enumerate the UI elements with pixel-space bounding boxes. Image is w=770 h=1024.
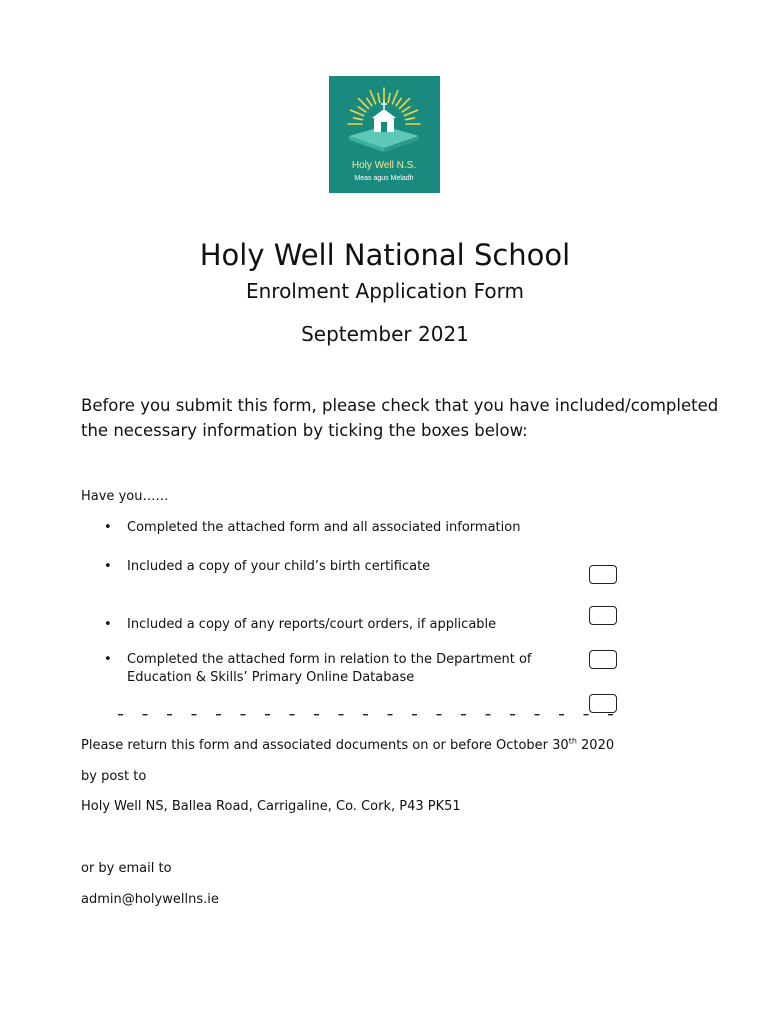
divider-dash xyxy=(241,714,246,715)
bullet-icon: • xyxy=(104,652,112,667)
school-logo xyxy=(329,76,440,193)
divider-dash xyxy=(192,714,197,715)
logo-motto: Meas agus Meladh xyxy=(354,175,414,182)
divider-dash xyxy=(461,714,466,715)
bullet-icon: • xyxy=(104,520,112,535)
checklist-item-birth-certificate: Included a copy of your child’s birth certificate xyxy=(127,559,431,574)
deadline-superscript: th xyxy=(568,736,577,746)
divider-dash xyxy=(559,714,564,715)
checklist-item-form: Completed the attached form and all associated information xyxy=(127,520,521,535)
divider-dash xyxy=(363,714,368,715)
divider-dash xyxy=(608,714,613,715)
school-crest-icon xyxy=(329,76,440,193)
divider-dash xyxy=(535,714,540,715)
deadline-text: Please return this form and associated documents on or before October 30 xyxy=(81,738,569,753)
checkbox-reports[interactable] xyxy=(589,650,617,669)
email-address: admin@holywellns.ie xyxy=(81,892,219,907)
divider-dash xyxy=(510,714,515,715)
checklist-item-pod: Completed the attached form in relation to the Department of Education & Skills’ Primary Online Database xyxy=(127,652,532,685)
divider-dash xyxy=(339,714,344,715)
divider-dash xyxy=(437,714,442,715)
form-date: September 2021 xyxy=(301,322,469,346)
form-subtitle: Enrolment Application Form xyxy=(245,279,525,303)
divider-dash xyxy=(118,714,123,715)
bullet-icon: • xyxy=(104,559,112,574)
return-deadline xyxy=(81,737,614,755)
dashed-divider xyxy=(118,700,628,730)
intro-paragraph: Before you submit this form, please check that you have included/completed the necessary information by ticking the boxes below: xyxy=(81,396,719,440)
divider-dash xyxy=(143,714,148,715)
divider-dash xyxy=(216,714,221,715)
postal-address: Holy Well NS, Ballea Road, Carrigaline, Co. Cork, P43 PK51 xyxy=(81,799,461,814)
checkbox-form-completed[interactable] xyxy=(589,565,617,584)
divider-dash xyxy=(167,714,172,715)
divider-dash xyxy=(584,714,589,715)
divider-dash xyxy=(290,714,295,715)
checklist-item-reports: Included a copy of any reports/court orders, if applicable xyxy=(127,617,497,632)
by-post-label: by post to xyxy=(81,769,147,784)
divider-dash xyxy=(412,714,417,715)
divider-dash xyxy=(314,714,319,715)
page-title: Holy Well National School xyxy=(199,238,571,272)
divider-dash xyxy=(486,714,491,715)
checklist-heading: Have you…… xyxy=(81,489,169,504)
or-email-label: or by email to xyxy=(81,861,172,876)
deadline-year: 2020 xyxy=(576,738,615,753)
divider-dash xyxy=(388,714,393,715)
logo-name: Holy Well N.S. xyxy=(351,160,417,171)
checkbox-birth-certificate[interactable] xyxy=(589,606,617,625)
bullet-icon: • xyxy=(104,617,112,632)
divider-dash xyxy=(265,714,270,715)
